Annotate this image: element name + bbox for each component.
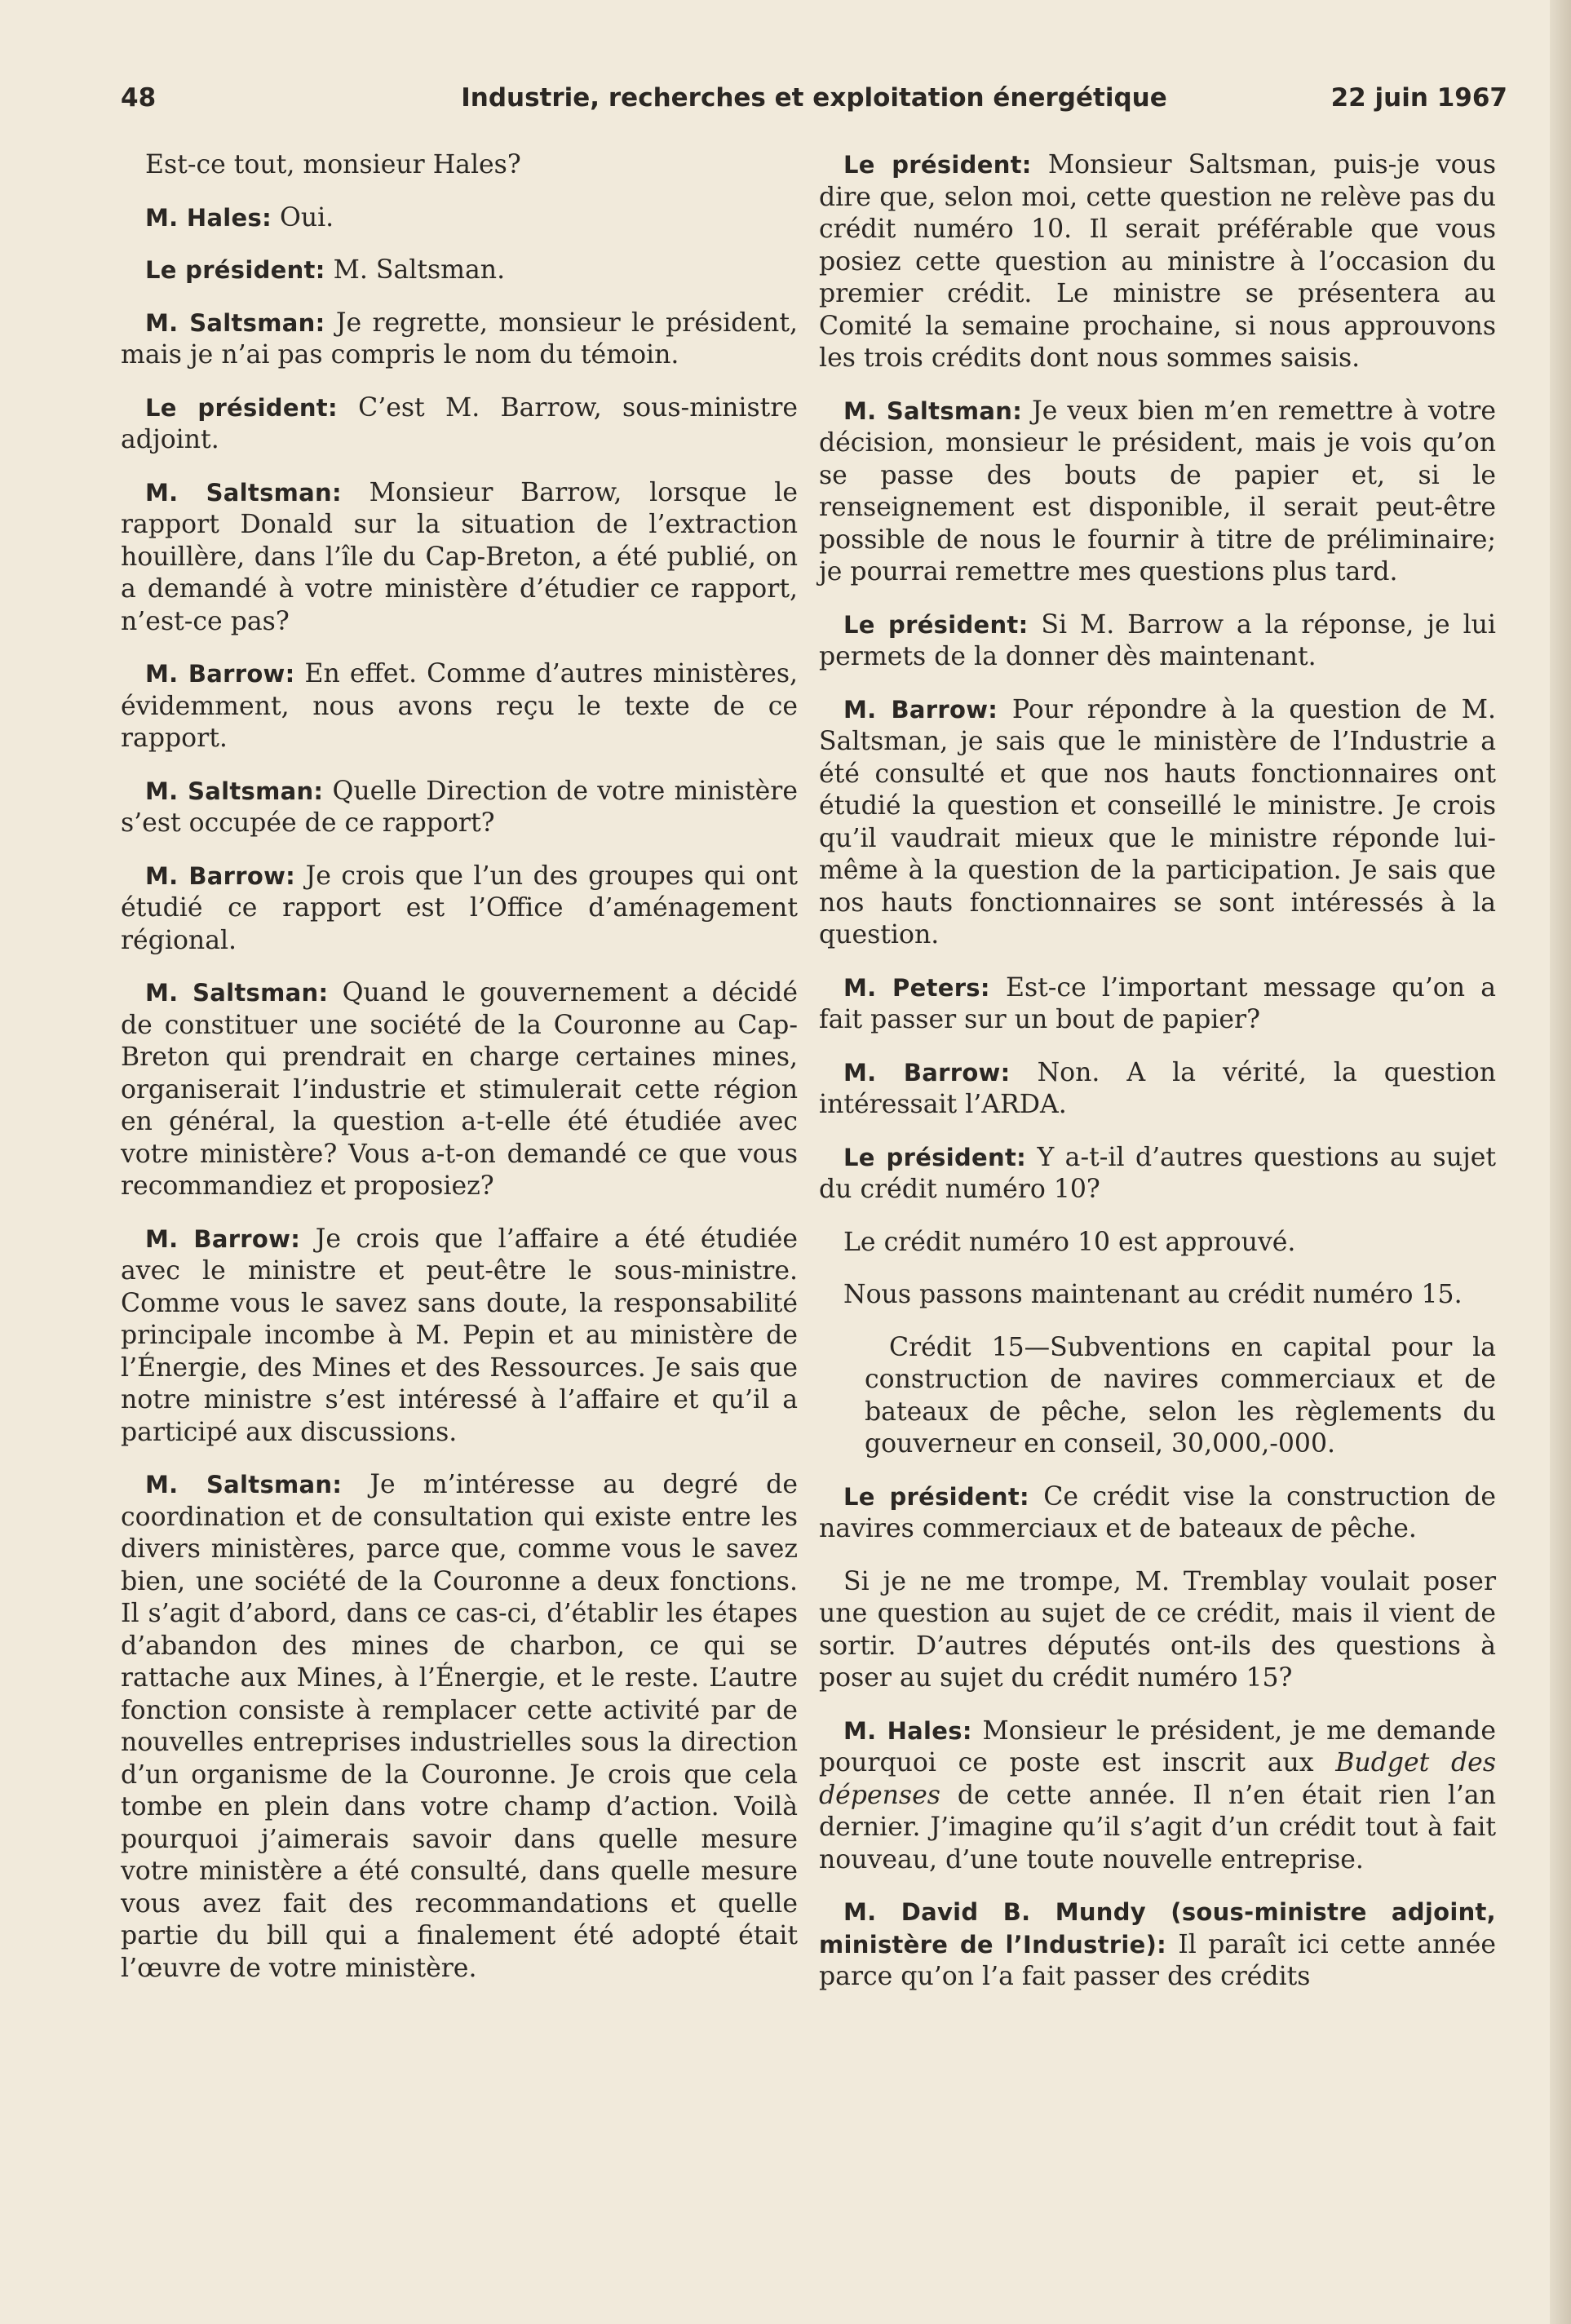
paragraph-text: Si je ne me trompe, M. Tremblay voulait poser une question au sujet de ce crédit, mais il vient de sortir. D’autres députés ont-ils des questions à poser au sujet du crédit numéro 15? (819, 1566, 1496, 1693)
speaker-name: M. David B. Mundy (sous-ministre adjoint, ministère de l’Industrie): (819, 1898, 1496, 1959)
speaker-name: Le président: (843, 151, 1032, 179)
paragraph (819, 1715, 1496, 1877)
paragraph-text: Monsieur le président, je me demande pourquoi ce poste est inscrit aux (819, 1715, 1496, 1777)
speaker-name: Le président: (843, 1482, 1029, 1511)
page-date: 22 juin 1967 (1330, 83, 1507, 113)
speaker-name: Le président: (843, 610, 1029, 639)
paragraph (121, 776, 798, 840)
paragraph (819, 1142, 1496, 1206)
paragraph-text: Je crois que l’affaire a été étudiée avec le ministre et peut-être le sous-ministre. Comme vous le savez sans doute, la responsabilité principale incombe à M. Pepin et au ministère de l’Énergie, des Mines et des Ressources. Je sais que notre ministre s’est intéressé à l’affaire et qu’il a participé aux discussions. (121, 1224, 799, 1447)
paragraph-text: Il paraît ici cette année parce qu’on l’a fait passer des crédits (819, 1929, 1497, 1991)
italic-text: Budget des dépenses (819, 1748, 1496, 1810)
paragraph-text: Si M. Barrow a la réponse, je lui permets de la donner dès maintenant. (819, 609, 1497, 671)
paragraph-text: Y a-t-il d’autres questions au sujet du crédit numéro 10? (819, 1142, 1497, 1204)
speaker-name: M. Barrow: (843, 695, 998, 724)
paragraph-text: Ce crédit vise la construction de navires commerciaux et de bateaux de pêche. (819, 1481, 1496, 1543)
paragraph-text: Je m’intéresse au degré de coordination et de consultation qui existe entre les divers ministères, parce que, comme vous le savez bien, une société de la Couronne a deux fonctions. Il s’agit d’abord, dans ce cas-ci, d’établir les étapes d’abandon des mines de charbon, ce qui se rattache aux Mines, à l’Énergie, et le reste. L’autre fonction consiste à remplacer cette activité par de nouvelles entreprises industrielles sous la direction d’un organisme de la Couronne. Je crois que cela tombe en plein dans votre champ d’action. Voilà pourquoi j’aimerais savoir dans quelle mesure votre ministère a été consulté, dans quelle mesure vous avez fait des recommandations et quelle partie du bill qui a finalement été adopté était l’œuvre de votre ministère. (121, 1470, 798, 1983)
paragraph-text: Le crédit numéro 10 est approuvé. (843, 1227, 1296, 1257)
paragraph (121, 861, 798, 958)
speaker-name: Le président: (145, 393, 338, 422)
paragraph-text: Est-ce tout, monsieur Hales? (145, 150, 521, 179)
speaker-name: M. Barrow: (145, 1224, 301, 1253)
speaker-name: M. Saltsman: (843, 396, 1023, 425)
page-header (121, 83, 1507, 124)
speaker-name: M. Barrow: (145, 861, 296, 890)
paragraph-text: Crédit 15—Subventions en capital pour la construction de navires commerciaux et de bateaux de pêche, selon les règlements du gouverneur en conseil, 30,000,-000. (865, 1332, 1496, 1459)
paragraph (819, 396, 1496, 589)
paragraph (121, 477, 798, 639)
speaker-name: M. Barrow: (843, 1058, 1011, 1087)
paragraph (819, 1566, 1496, 1695)
speaker-name: M. Hales: (843, 1716, 972, 1745)
speaker-name: M. Saltsman: (145, 777, 324, 805)
paragraph (121, 392, 798, 457)
left-column (121, 149, 798, 1985)
paragraph (121, 202, 798, 235)
speaker-name: Le président: (145, 256, 325, 284)
right-column (819, 149, 1496, 1994)
paragraph (819, 609, 1496, 674)
paragraph (819, 694, 1496, 952)
page-number: 48 (121, 83, 157, 113)
paragraph-text: Quand le gouvernement a décidé de constituer une société de la Couronne au Cap-Breton qui prendrait en charge certaines mines, organiserait l’industrie et stimulerait cette région en général, la question a-t-elle été étudiée avec votre ministère? Vous a-t-on demandé ce que vous recommandiez et proposiez? (121, 978, 798, 1201)
paragraph (121, 1469, 798, 1985)
paragraph-text: M. Saltsman. (333, 255, 506, 285)
paragraph-text: Je crois que l’un des groupes qui ont étudié ce rapport est l’Office d’aménagement régional. (121, 861, 799, 955)
paragraph-text: Nous passons maintenant au crédit numéro 15. (843, 1280, 1463, 1309)
paragraph (121, 308, 798, 372)
paragraph (121, 1224, 798, 1450)
paragraph (121, 149, 798, 182)
paragraph-text: Monsieur Barrow, lorsque le rapport Donald sur la situation de l’extraction houillère, dans l’île du Cap-Breton, a été publié, on a demandé à votre ministère d’étudier ce rapport, n’est-ce pas? (121, 477, 799, 636)
paragraph (121, 255, 798, 287)
paragraph (819, 1279, 1496, 1312)
page-edge-shadow (1550, 0, 1571, 2324)
credit-quote (865, 1332, 1496, 1461)
paragraph (121, 977, 798, 1203)
speaker-name: M. Saltsman: (145, 478, 342, 507)
paragraph-text: Monsieur Saltsman, puis-je vous dire que, selon moi, cette question ne relève pas du crédit numéro 10. Il serait préférable que vous posiez cette question au ministre à l’occasion du premier crédit. Le ministre se présentera au Comité la semaine prochaine, si nous approuvons les trois crédits dont nous sommes saisis. (819, 150, 1497, 373)
paragraph (819, 972, 1496, 1037)
speaker-name: M. Barrow: (145, 660, 295, 688)
speaker-name: M. Saltsman: (145, 1471, 343, 1498)
speaker-name: M. Saltsman: (145, 979, 329, 1007)
paragraph-text: Je regrette, monsieur le président, mais je n’ai pas compris le nom du témoin. (121, 308, 798, 370)
paragraph (819, 1897, 1496, 1994)
paragraph-text: de cette année. Il n’en était rien l’an dernier. J’imagine qu’il s’agit d’un crédit tout à fait nouveau, d’une toute nouvelle entreprise. (819, 1780, 1496, 1875)
speaker-name: M. Saltsman: (145, 308, 325, 337)
paragraph-text: Non. A la vérité, la question intéressait l’ARDA. (819, 1057, 1497, 1119)
paragraph-text: Je veux bien m’en remettre à votre décision, monsieur le président, mais je vois qu’on se passe des bouts de papier et, si le renseignement est disponible, il serait peut-être possible de nous le fournir à titre de préliminaire; je pourrai remettre mes questions plus tard. (819, 396, 1496, 587)
paragraph-text: Est-ce l’important message qu’on a fait passer sur un bout de papier? (819, 972, 1497, 1034)
paragraph-text: Pour répondre à la question de M. Saltsman, je sais que le ministère de l’Industrie a été consulté et que nos hauts fonctionnaires ont étudié la question et conseillé le ministre. Je crois qu’il vaudrait mieux que le ministre réponde lui-même à la question de la participation. Je sais que nos hauts fonctionnaires se sont intéressés à la question. (819, 694, 1497, 950)
paragraph (121, 658, 798, 755)
paragraph-text: C’est M. Barrow, sous-ministre adjoint. (121, 392, 799, 454)
speaker-name: M. Peters: (843, 973, 990, 1002)
paragraph-text: Oui. (280, 202, 334, 232)
speaker-name: Le président: (843, 1143, 1027, 1171)
paragraph (819, 149, 1496, 375)
paragraph (819, 1057, 1496, 1122)
speaker-name: M. Hales: (145, 203, 272, 232)
paragraph-text: Quelle Direction de votre ministère s’est occupée de ce rapport? (121, 776, 798, 838)
paragraph (819, 1227, 1496, 1259)
paragraph (819, 1481, 1496, 1546)
running-title: Industrie, recherches et exploitation énergétique (461, 83, 1167, 113)
paragraph-text: En effet. Comme d’autres ministères, évidemment, nous avons reçu le texte de ce rapport. (121, 659, 799, 753)
